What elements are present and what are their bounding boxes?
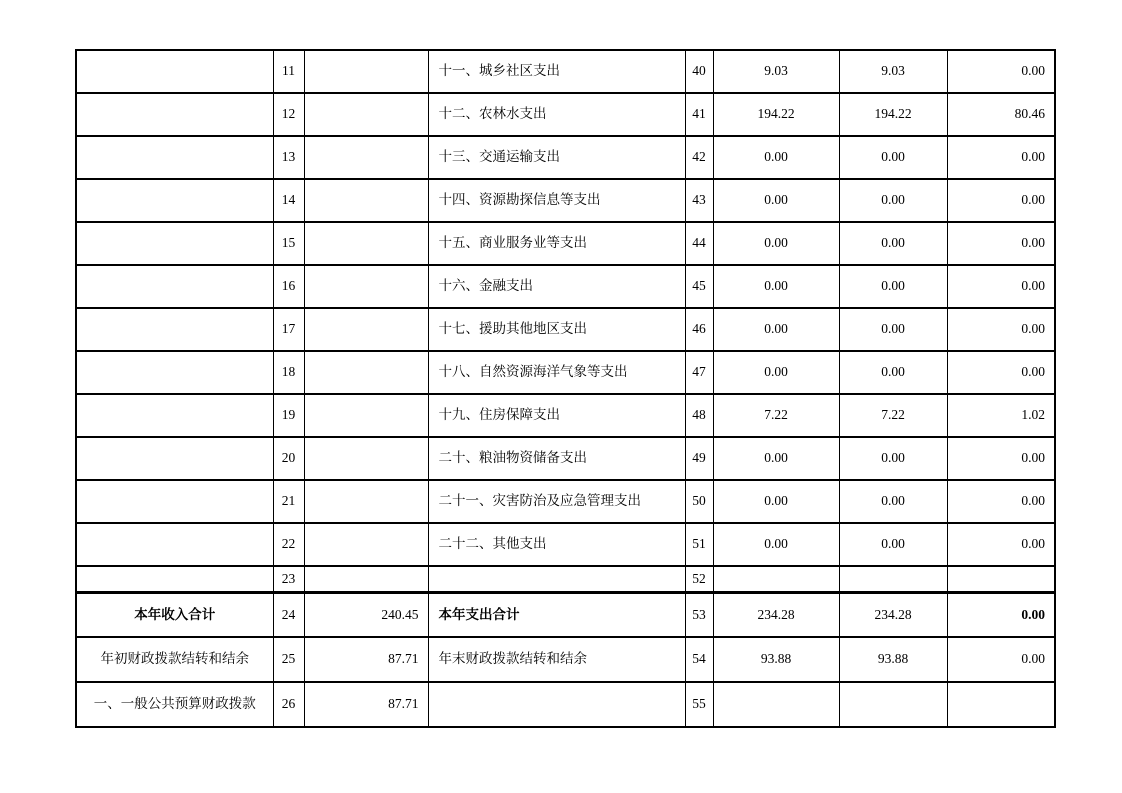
amount-col2-cell [839, 682, 947, 727]
left-label-cell: 年初财政拨款结转和结余 [76, 637, 273, 682]
expenditure-category-cell: 十七、援助其他地区支出 [428, 308, 685, 351]
left-amount-cell: 240.45 [304, 592, 428, 637]
amount-col1-cell: 9.03 [713, 50, 839, 93]
amount-col3-cell [947, 566, 1055, 592]
table-row [76, 592, 1055, 637]
budget-table-body [76, 50, 1055, 727]
amount-col1-cell: 234.28 [713, 592, 839, 637]
amount-col1-cell: 0.00 [713, 179, 839, 222]
left-rownum-cell: 20 [273, 437, 304, 480]
left-label-cell [76, 93, 273, 136]
amount-col1-cell: 0.00 [713, 523, 839, 566]
left-rownum-cell: 13 [273, 136, 304, 179]
amount-col3-cell: 0.00 [947, 351, 1055, 394]
amount-col3-cell: 0.00 [947, 592, 1055, 637]
amount-col1-cell: 0.00 [713, 351, 839, 394]
left-amount-cell [304, 222, 428, 265]
amount-col1-cell [713, 566, 839, 592]
amount-col2-cell: 0.00 [839, 437, 947, 480]
right-rownum-cell: 49 [685, 437, 713, 480]
amount-col3-cell: 0.00 [947, 222, 1055, 265]
left-amount-cell [304, 566, 428, 592]
expenditure-category-cell: 二十一、灾害防治及应急管理支出 [428, 480, 685, 523]
left-rownum-cell: 12 [273, 93, 304, 136]
left-rownum-cell: 23 [273, 566, 304, 592]
left-label-cell [76, 179, 273, 222]
left-label-cell [76, 136, 273, 179]
left-rownum-cell: 22 [273, 523, 304, 566]
amount-col2-cell: 93.88 [839, 637, 947, 682]
amount-col2-cell: 194.22 [839, 93, 947, 136]
left-label-cell [76, 308, 273, 351]
expenditure-category-cell: 十六、金融支出 [428, 265, 685, 308]
right-rownum-cell: 46 [685, 308, 713, 351]
amount-col3-cell: 0.00 [947, 637, 1055, 682]
table-row [76, 394, 1055, 437]
left-rownum-cell: 16 [273, 265, 304, 308]
left-amount-cell: 87.71 [304, 637, 428, 682]
table-row [76, 523, 1055, 566]
amount-col3-cell: 0.00 [947, 265, 1055, 308]
expenditure-category-cell: 十四、资源勘探信息等支出 [428, 179, 685, 222]
left-amount-cell [304, 50, 428, 93]
amount-col3-cell: 0.00 [947, 308, 1055, 351]
table-row [76, 637, 1055, 682]
amount-col2-cell: 0.00 [839, 222, 947, 265]
table-row [76, 136, 1055, 179]
amount-col1-cell: 0.00 [713, 265, 839, 308]
left-rownum-cell: 15 [273, 222, 304, 265]
left-label-cell [76, 437, 273, 480]
left-label-cell [76, 394, 273, 437]
table-row [76, 222, 1055, 265]
amount-col3-cell: 80.46 [947, 93, 1055, 136]
amount-col3-cell: 0.00 [947, 523, 1055, 566]
budget-table [75, 49, 1056, 728]
left-rownum-cell: 18 [273, 351, 304, 394]
amount-col2-cell [839, 566, 947, 592]
expenditure-category-cell [428, 566, 685, 592]
left-rownum-cell: 19 [273, 394, 304, 437]
right-rownum-cell: 51 [685, 523, 713, 566]
amount-col1-cell: 0.00 [713, 480, 839, 523]
amount-col2-cell: 0.00 [839, 480, 947, 523]
left-amount-cell [304, 136, 428, 179]
left-rownum-cell: 11 [273, 50, 304, 93]
right-rownum-cell: 43 [685, 179, 713, 222]
left-amount-cell [304, 93, 428, 136]
amount-col3-cell: 0.00 [947, 480, 1055, 523]
left-amount-cell [304, 394, 428, 437]
right-rownum-cell: 45 [685, 265, 713, 308]
right-rownum-cell: 50 [685, 480, 713, 523]
right-rownum-cell: 55 [685, 682, 713, 727]
amount-col3-cell: 0.00 [947, 179, 1055, 222]
amount-col1-cell: 7.22 [713, 394, 839, 437]
right-rownum-cell: 53 [685, 592, 713, 637]
table-row [76, 93, 1055, 136]
amount-col3-cell: 0.00 [947, 136, 1055, 179]
left-rownum-cell: 25 [273, 637, 304, 682]
left-amount-cell [304, 179, 428, 222]
expenditure-category-cell: 十一、城乡社区支出 [428, 50, 685, 93]
left-amount-cell [304, 480, 428, 523]
left-rownum-cell: 14 [273, 179, 304, 222]
right-rownum-cell: 40 [685, 50, 713, 93]
expenditure-category-cell: 十二、农林水支出 [428, 93, 685, 136]
left-amount-cell: 87.71 [304, 682, 428, 727]
right-rownum-cell: 41 [685, 93, 713, 136]
right-rownum-cell: 42 [685, 136, 713, 179]
expenditure-category-cell: 二十、粮油物资储备支出 [428, 437, 685, 480]
right-rownum-cell: 52 [685, 566, 713, 592]
right-rownum-cell: 44 [685, 222, 713, 265]
amount-col1-cell: 93.88 [713, 637, 839, 682]
amount-col3-cell [947, 682, 1055, 727]
table-row [76, 50, 1055, 93]
left-label-cell [76, 523, 273, 566]
left-label-cell [76, 50, 273, 93]
table-row [76, 351, 1055, 394]
amount-col3-cell: 0.00 [947, 437, 1055, 480]
amount-col2-cell: 234.28 [839, 592, 947, 637]
table-row [76, 437, 1055, 480]
amount-col3-cell: 1.02 [947, 394, 1055, 437]
right-rownum-cell: 47 [685, 351, 713, 394]
amount-col1-cell [713, 682, 839, 727]
amount-col2-cell: 9.03 [839, 50, 947, 93]
expenditure-category-cell: 十九、住房保障支出 [428, 394, 685, 437]
expenditure-category-cell: 十三、交通运输支出 [428, 136, 685, 179]
table-row [76, 682, 1055, 727]
right-rownum-cell: 54 [685, 637, 713, 682]
left-rownum-cell: 17 [273, 308, 304, 351]
amount-col1-cell: 0.00 [713, 308, 839, 351]
left-label-cell: 本年收入合计 [76, 592, 273, 637]
amount-col2-cell: 0.00 [839, 308, 947, 351]
table-row [76, 480, 1055, 523]
expenditure-category-cell: 本年支出合计 [428, 592, 685, 637]
left-rownum-cell: 26 [273, 682, 304, 727]
left-label-cell: 一、一般公共预算财政拨款 [76, 682, 273, 727]
expenditure-category-cell: 二十二、其他支出 [428, 523, 685, 566]
table-row [76, 265, 1055, 308]
amount-col2-cell: 0.00 [839, 523, 947, 566]
left-label-cell [76, 265, 273, 308]
amount-col1-cell: 0.00 [713, 136, 839, 179]
left-label-cell [76, 222, 273, 265]
right-rownum-cell: 48 [685, 394, 713, 437]
left-label-cell [76, 566, 273, 592]
left-label-cell [76, 351, 273, 394]
amount-col2-cell: 0.00 [839, 265, 947, 308]
amount-col2-cell: 0.00 [839, 136, 947, 179]
amount-col1-cell: 0.00 [713, 437, 839, 480]
left-rownum-cell: 24 [273, 592, 304, 637]
amount-col2-cell: 0.00 [839, 179, 947, 222]
expenditure-category-cell: 年末财政拨款结转和结余 [428, 637, 685, 682]
left-rownum-cell: 21 [273, 480, 304, 523]
expenditure-category-cell: 十八、自然资源海洋气象等支出 [428, 351, 685, 394]
left-amount-cell [304, 437, 428, 480]
expenditure-category-cell: 十五、商业服务业等支出 [428, 222, 685, 265]
amount-col2-cell: 7.22 [839, 394, 947, 437]
amount-col1-cell: 194.22 [713, 93, 839, 136]
table-row [76, 566, 1055, 592]
amount-col1-cell: 0.00 [713, 222, 839, 265]
amount-col2-cell: 0.00 [839, 351, 947, 394]
left-amount-cell [304, 308, 428, 351]
left-amount-cell [304, 351, 428, 394]
expenditure-category-cell [428, 682, 685, 727]
table-row [76, 308, 1055, 351]
left-amount-cell [304, 265, 428, 308]
left-label-cell [76, 480, 273, 523]
table-row [76, 179, 1055, 222]
left-amount-cell [304, 523, 428, 566]
amount-col3-cell: 0.00 [947, 50, 1055, 93]
